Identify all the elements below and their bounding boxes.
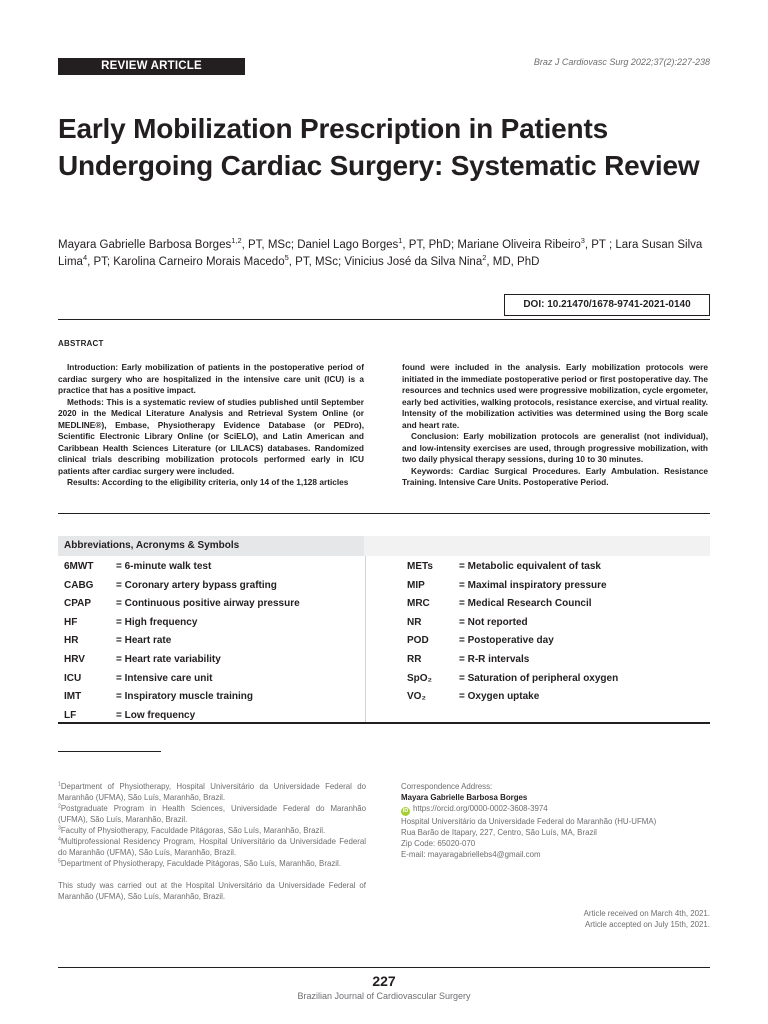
article-type-badge: REVIEW ARTICLE [58, 58, 245, 75]
abbreviation-value: = Metabolic equivalent of task [459, 561, 601, 572]
abstract-heading: ABSTRACT [58, 339, 104, 348]
abbreviation-row [64, 577, 300, 596]
author-list [58, 237, 718, 271]
article-title: Early Mobilization Prescription in Patients Undergoing Cardiac Surgery: Systematic Review [58, 113, 700, 181]
correspondence-zip: Zip Code: 65020-070 [401, 839, 476, 848]
abstract-divider [58, 513, 710, 514]
correspondence-street: Rua Barão de Itapary, 227, Centro, São Luís, MA, Brazil [401, 828, 597, 837]
doi-box[interactable]: DOI: 10.21470/1678-9741-2021-0140 [504, 294, 710, 316]
author-credentials: , PT, MSc; [241, 239, 298, 251]
abbreviation-row [64, 614, 300, 633]
abbreviation-row [407, 670, 618, 689]
abbreviations-bottom-rule [58, 722, 710, 724]
abbreviation-row [407, 632, 618, 651]
abbreviation-value: = Low frequency [116, 709, 196, 721]
abbreviation-key: HR [64, 635, 79, 647]
abbreviation-value: = Oxygen uptake [459, 691, 540, 703]
author-name: Mayara Gabrielle Barbosa Borges [58, 239, 232, 251]
abbreviation-key: VO₂ [407, 691, 426, 703]
correspondence-name: Mayara Gabrielle Barbosa Borges [401, 793, 528, 802]
author-credentials: , PT; [87, 256, 114, 268]
orcid-link[interactable] [401, 803, 709, 816]
affiliation-number: 5 [58, 858, 61, 865]
abbreviation-key: IMT [64, 691, 82, 703]
abbreviation-value: = High frequency [116, 616, 198, 628]
abbreviation-value: = Not reported [459, 616, 528, 628]
author-affiliation-ref: 1 [398, 236, 403, 246]
abbreviation-row [407, 614, 618, 633]
accepted-date: Article accepted on July 15th, 2021. [584, 920, 710, 929]
abbreviation-key: SpO₂ [407, 672, 432, 684]
affiliation-item [58, 825, 366, 836]
author-name: Karolina Carneiro Morais Macedo [113, 256, 285, 268]
affiliation-text: Multiprofessional Residency Program, Hospital Universitário da Universidade Federal do Maranhão (UFMA), São Luís, Maranhão, Brazil. [58, 837, 366, 857]
abbreviation-value: = Maximal inspiratory pressure [459, 579, 607, 591]
abbreviation-key: MIP [407, 579, 425, 591]
correspondence-column [401, 781, 709, 860]
abbreviation-key: CPAP [64, 598, 92, 610]
article-dates [584, 908, 710, 930]
abbreviations-header-bar-right [364, 536, 710, 556]
affiliation-text: Department of Physiotherapy, Faculdade Pitágoras, São Luís, Maranhão, Brazil. [60, 859, 341, 868]
abbreviation-key: NR [407, 616, 422, 628]
abbreviation-row [407, 577, 618, 596]
correspondence-label: Correspondence Address: [401, 782, 493, 791]
footnote-rule [58, 751, 161, 752]
abstract-column-left [58, 362, 364, 489]
abbreviation-key: RR [407, 653, 422, 665]
abbreviation-value: = Continuous positive airway pressure [116, 598, 300, 610]
abbreviation-key: CABG [64, 579, 94, 591]
abbreviation-row [64, 595, 300, 614]
author-affiliation-ref: 4 [82, 253, 88, 263]
abbreviation-key: LF [64, 709, 77, 721]
author-credentials: , PT ; [584, 239, 616, 251]
abbreviations-left-column [64, 558, 300, 725]
correspondence-institution: Hospital Universitário da Universidade Federal do Maranhão (HU-UFMA) [401, 817, 657, 826]
abstract-introduction: Introduction: Early mobilization of patients in the postoperative period of cardiac surgery who are hospitalized in the intensive care unit (ICU) is a practice that has a positive impact. [58, 362, 364, 395]
abbreviation-row [407, 595, 618, 614]
author-affiliation-ref: 3 [580, 236, 585, 246]
abbreviation-row [407, 558, 618, 577]
abbreviation-row [407, 688, 618, 707]
affiliation-text: Postgraduate Program in Health Sciences, Universidade Federal do Maranhão (UFMA), São Luís, Maranhão, Brazil. [58, 804, 366, 824]
abbreviation-value: = Inspiratory muscle training [116, 691, 253, 703]
abbreviation-key: HF [64, 616, 78, 628]
author-name: Daniel Lago Borges [297, 239, 399, 251]
page-number: 227 [372, 973, 396, 989]
abbreviation-row [64, 688, 300, 707]
abbreviation-row [407, 651, 618, 670]
author-credentials: , PT, MSc; [288, 256, 345, 268]
abbreviation-value: = Heart rate variability [116, 653, 221, 665]
abbreviation-value: = Postoperative day [459, 635, 554, 647]
affiliation-item [58, 858, 366, 869]
author-name: Mariane Oliveira Ribeiro [457, 239, 581, 251]
affiliation-number: 1 [58, 781, 61, 788]
abbreviation-key: POD [407, 635, 429, 647]
abbreviations-column-divider [365, 556, 366, 722]
abbreviation-value: = 6-minute walk test [116, 561, 212, 572]
orcid-icon: iD [402, 808, 409, 814]
author-affiliation-ref: 5 [284, 253, 289, 263]
affiliation-item [58, 803, 366, 825]
abbreviation-row [64, 670, 300, 689]
affiliation-number: 2 [58, 803, 61, 810]
affiliation-item [58, 836, 366, 858]
abbreviations-right-column [407, 558, 618, 707]
author-affiliation-ref: 1,2 [231, 236, 242, 246]
footer-rule [58, 967, 710, 968]
orcid-url[interactable]: https://orcid.org/0000-0002-3608-3974 [413, 804, 548, 813]
abstract-methods: Methods: This is a systematic review of studies published until September 2020 in the Medical Literature Analysis and Retrieval System Online (or MEDLINE®), Embase, Physiotherapy Evidence Database (or PEDro), Scientific Electronic Library Online (or SciELO), and Latin American and Caribbean Health Sciences Literature (or LILACS) databases. Randomized clinical trials describing mobilization protocols performed early in ICU patients after cardiac surgery were included. [58, 396, 364, 476]
abbreviation-key: HRV [64, 653, 85, 665]
abbreviations-title: Abbreviations, Acronyms & Symbols [64, 540, 240, 551]
abstract-results: Results: According to the eligibility criteria, only 14 of the 1,128 articles [67, 477, 349, 487]
affiliation-item [58, 781, 366, 803]
author-affiliation-ref: 2 [482, 253, 487, 263]
abbreviation-key: METs [407, 561, 433, 572]
journal-name: Brazilian Journal of Cardiovascular Surgery [297, 991, 471, 1001]
doi-divider [58, 319, 710, 320]
abbreviation-value: = Saturation of peripheral oxygen [459, 672, 619, 684]
affiliation-number: 3 [58, 825, 61, 832]
abstract-conclusion: Conclusion: Early mobilization protocols are generalist (not individual), and low-intensity exercises are used, through progressive mobilization, with two daily physical therapy sessions, during 10 to 30 minutes. [402, 431, 708, 464]
journal-citation: Braz J Cardiovasc Surg 2022;37(2):227-238 [533, 57, 710, 67]
abstract-keywords: Keywords: Cardiac Surgical Procedures. Early Ambulation. Resistance Training. Intensive Care Units. Postoperative Period. [402, 465, 708, 487]
study-note: This study was carried out at the Hospital Universitário da Universidade Federal of Maranhão (UFMA), São Luís, Maranhão, Brazil. [58, 881, 366, 901]
affiliation-number: 4 [58, 836, 61, 843]
author-name: Vinicius José da Silva Nina [344, 256, 483, 268]
author-name: Lara Susan Silva Lima [58, 239, 703, 268]
author-credentials: , MD, PhD [486, 256, 540, 268]
abbreviation-value: = Coronary artery bypass grafting [116, 579, 277, 591]
abbreviation-key: MRC [407, 598, 430, 610]
abbreviation-value: = Intensive care unit [116, 672, 213, 684]
abbreviation-key: 6MWT [64, 561, 94, 572]
abstract-column-right [402, 362, 708, 489]
abbreviation-key: ICU [64, 672, 82, 684]
correspondence-email[interactable]: E-mail: mayaragabriellebs4@gmail.com [401, 850, 541, 859]
affiliations-column [58, 781, 366, 902]
abbreviation-row [64, 558, 300, 577]
abbreviation-value: = R-R intervals [459, 653, 530, 665]
abbreviation-row [64, 632, 300, 651]
affiliation-text: Department of Physiotherapy, Hospital Universitário da Universidade Federal do Maranhão (UFMA), São Luís, Maranhão, Brazil. [58, 782, 366, 802]
abbreviation-value: = Heart rate [116, 635, 172, 647]
affiliation-text: Faculty of Physiotherapy, Faculdade Pitágoras, São Luís, Maranhão, Brazil. [60, 826, 326, 835]
author-credentials: , PT, PhD; [402, 239, 458, 251]
abstract-results-continued: found were included in the analysis. Early mobilization protocols were initiated in the immediate postoperative period or first postoperative day. The resources and technics used were progressive mobilization, cycle ergometer, early bed activities, walking protocols, resistance exercise, and virtual reality. Intensity of the mobilization activities was determined using the Borg scale and heart rate. [402, 362, 708, 430]
received-date: Article received on March 4th, 2021. [583, 909, 710, 918]
abbreviation-value: = Medical Research Council [459, 598, 592, 610]
abbreviation-row [64, 651, 300, 670]
